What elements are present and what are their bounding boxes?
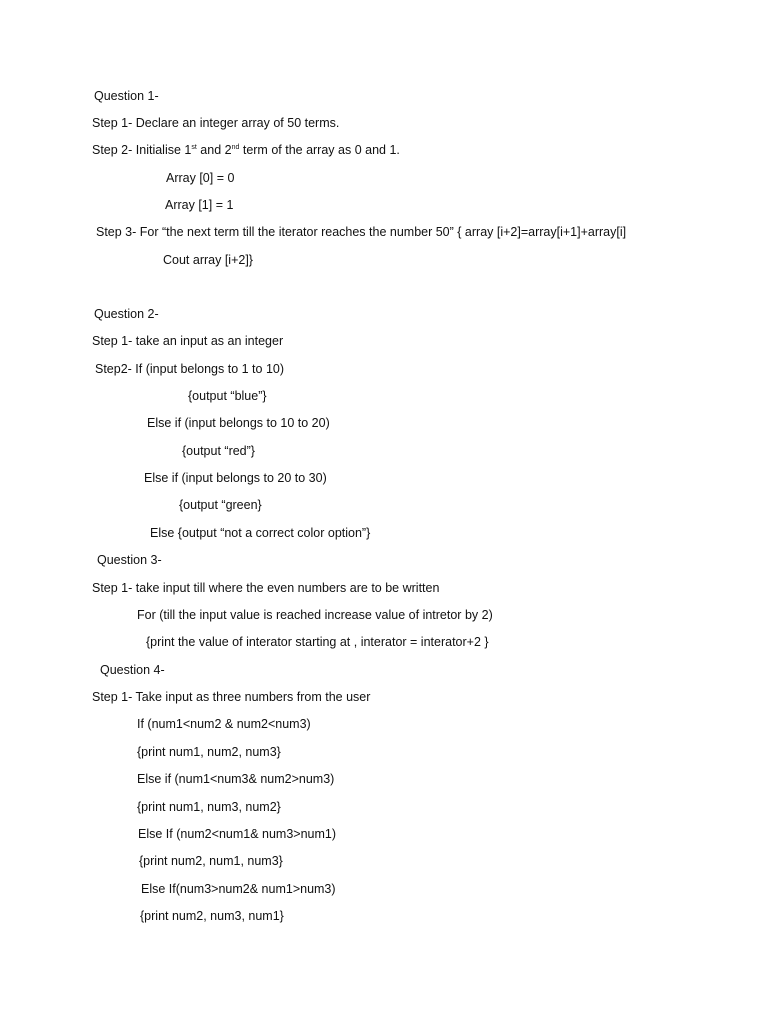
question-4-print-3: {print num2, num1, num3} (139, 854, 283, 868)
question-2-output-red: {output “red”} (182, 444, 255, 458)
question-1-step-1: Step 1- Declare an integer array of 50 terms. (92, 116, 340, 130)
question-3-heading: Question 3- (97, 553, 162, 567)
superscript-nd: nd (231, 144, 240, 151)
question-1-step-2 (92, 142, 400, 158)
question-2-else: Else {output “not a correct color option”} (150, 526, 371, 540)
question-4-print-1: {print num1, num2, num3} (137, 745, 281, 759)
question-2-step-1: Step 1- take an input as an integer (92, 334, 284, 348)
superscript-st: st (191, 144, 197, 151)
question-2-output-green: {output “green} (179, 498, 262, 512)
step-2-prefix: Step 2- Initialise 1 (92, 143, 192, 157)
question-4-print-4: {print num2, num3, num1} (140, 909, 284, 923)
question-3-step-1: Step 1- take input till where the even numbers are to be written (92, 581, 440, 595)
question-4-else-if-1: Else if (num1<num3& num2>num3) (137, 772, 335, 786)
question-3-for: For (till the input value is reached increase value of intretor by 2) (137, 608, 493, 622)
question-2-step-2: Step2- If (input belongs to 1 to 10) (95, 362, 285, 376)
step-2-suffix: term of the array as 0 and 1. (239, 143, 400, 157)
question-4-else-if-2: Else If (num2<num1& num3>num1) (138, 827, 337, 841)
question-4-else-if-3: Else If(num3>num2& num1>num3) (141, 882, 336, 896)
step-2-mid: and 2 (196, 143, 232, 157)
question-2-output-blue: {output “blue”} (188, 389, 267, 403)
question-4-if-1: If (num1<num2 & num2<num3) (137, 717, 311, 731)
question-4-print-2: {print num1, num3, num2} (137, 800, 281, 814)
question-2-heading: Question 2- (94, 307, 159, 321)
question-4-heading: Question 4- (100, 663, 165, 677)
question-1-array-0: Array [0] = 0 (166, 171, 235, 185)
question-2-else-if-1: Else if (input belongs to 10 to 20) (147, 416, 330, 430)
question-2-else-if-2: Else if (input belongs to 20 to 30) (144, 471, 327, 485)
question-4-step-1: Step 1- Take input as three numbers from the user (92, 690, 371, 704)
question-3-print: {print the value of interator starting at , interator = interator+2 } (146, 635, 489, 649)
question-1-step-3: Step 3- For “the next term till the iterator reaches the number 50” { array [i+2]=array[i+1]+array[i] (96, 225, 627, 239)
question-1-heading: Question 1- (94, 89, 159, 103)
question-1-cout: Cout array [i+2]} (163, 253, 253, 267)
question-1-array-1: Array [1] = 1 (165, 198, 234, 212)
